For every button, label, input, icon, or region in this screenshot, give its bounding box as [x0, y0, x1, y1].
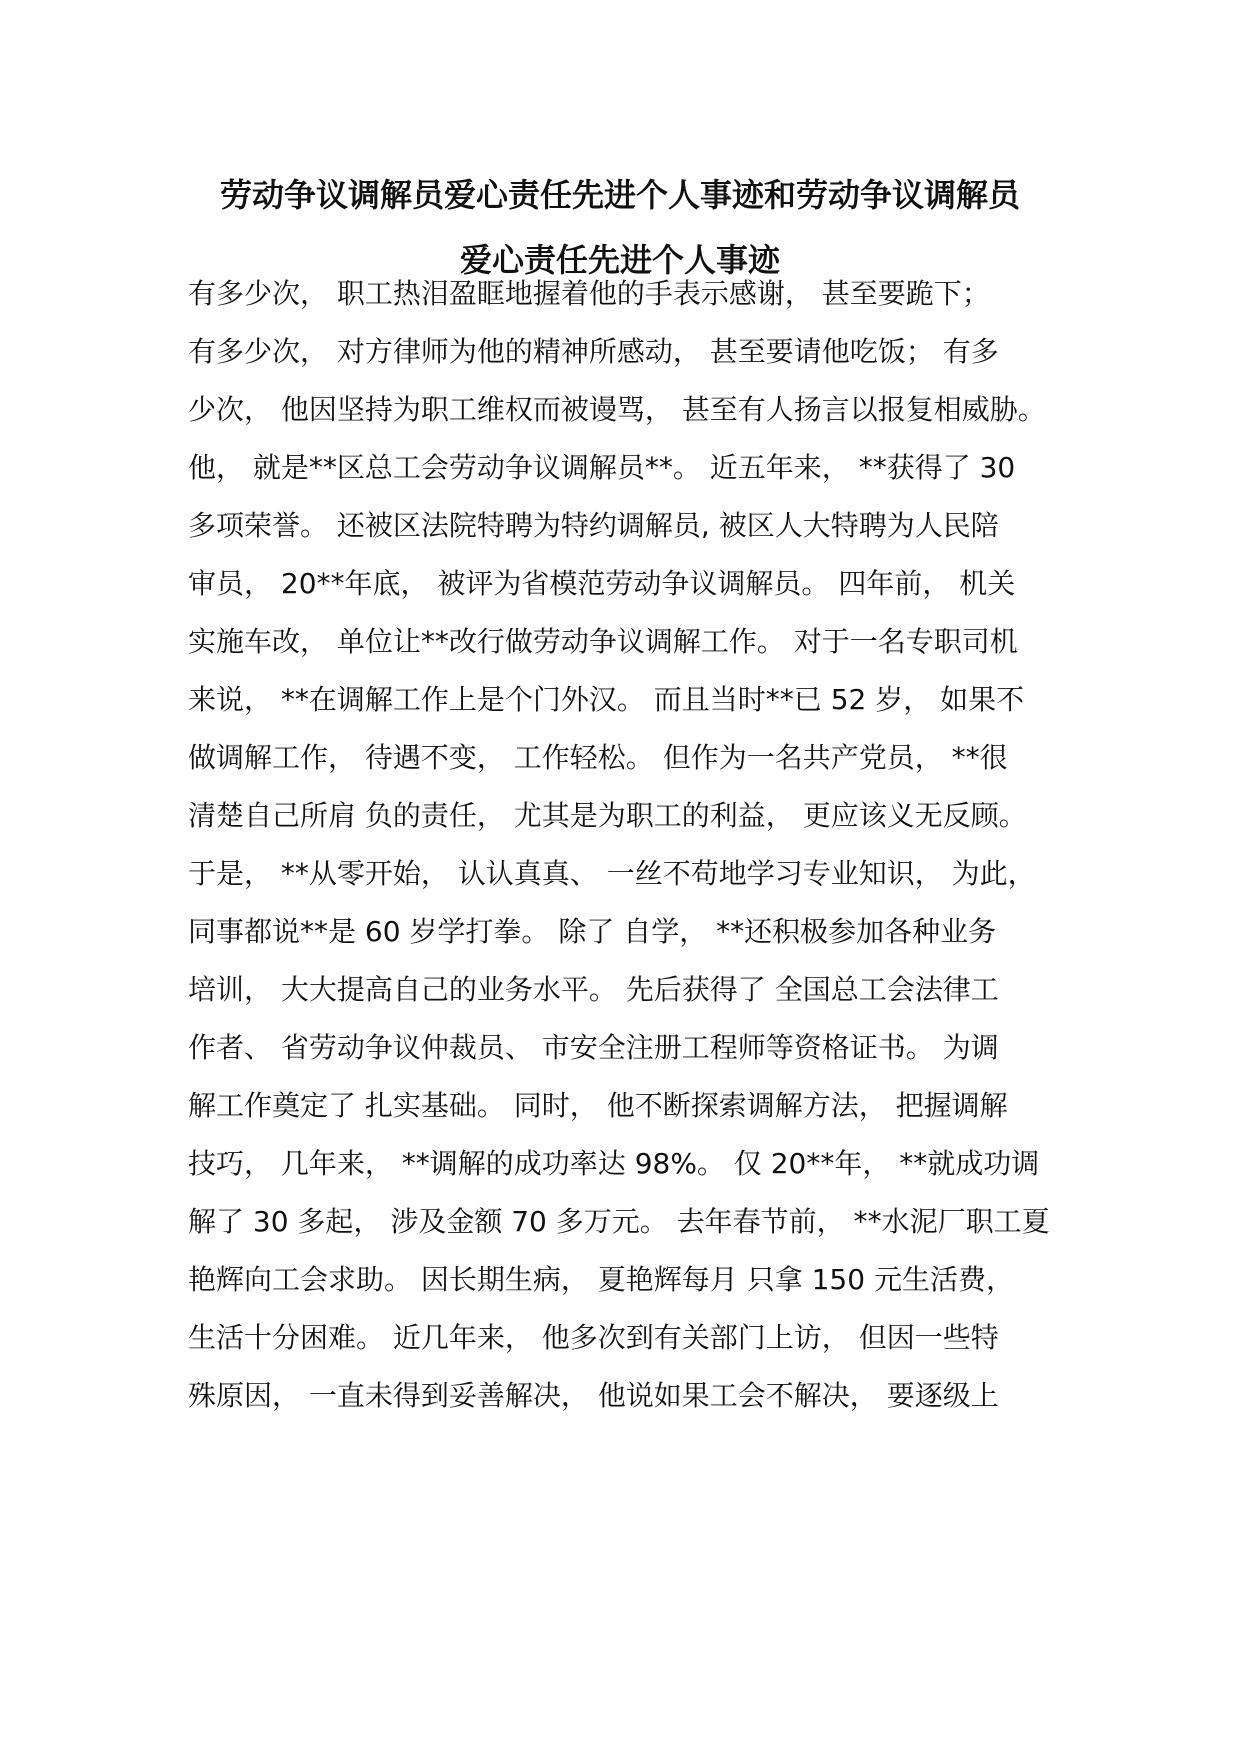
- body-text-line: 做调解工作， 待遇不变， 工作轻松。 但作为一名共产党员， **很: [188, 741, 1008, 774]
- body-text-line: 实施车改， 单位让**改行做劳动争议调解工作。 对于一名专职司机: [188, 625, 1018, 658]
- body-text-line: 殊原因， 一直未得到妥善解决， 他说如果工会不解决， 要逐级上: [188, 1379, 999, 1412]
- body-text-line: 他， 就是**区总工会劳动争议调解员**。 近五年来， **获得了 30: [188, 451, 1016, 484]
- body-text-line: 多项荣誉。 还被区法院特聘为特约调解员, 被区人大特聘为人民陪: [188, 509, 999, 542]
- body-text-line: 来说， **在调解工作上是个门外汉。 而且当时**已 52 岁， 如果不: [188, 683, 1025, 716]
- body-text-line: 有多少次， 对方律师为他的精神所感动， 甚至要请他吃饭； 有多: [188, 335, 999, 368]
- document-title-line-1: 劳动争议调解员爱心责任先进个人事迹和劳动争议调解员: [219, 176, 1020, 214]
- body-text-line: 于是， **从零开始， 认认真真、 一丝不苟地学习专业知识， 为此，: [188, 857, 1036, 890]
- body-text-line: 有多少次， 职工热泪盈眶地握着他的手表示感谢， 甚至要跪下；: [188, 277, 990, 310]
- body-text-line: 解了 30 多起， 涉及金额 70 多万元。 去年春节前， **水泥厂职工夏: [188, 1205, 1050, 1238]
- document-title-line-2: 爱心责任先进个人事迹: [459, 241, 780, 279]
- body-text-line: 同事都说**是 60 岁学打拳。 除了 自学， **还积极参加各种业务: [188, 915, 997, 948]
- body-text-line: 清楚自己所肩 负的责任， 尤其是为职工的利益， 更应该义无反顾。: [188, 799, 1027, 832]
- body-text-line: 艳辉向工会求助。 因长期生病， 夏艳辉每月 只拿 150 元生活费，: [188, 1263, 1014, 1296]
- body-text-line: 培训， 大大提高自己的业务水平。 先后获得了 全国总工会法律工: [188, 973, 999, 1006]
- body-text-line: 解工作奠定了 扎实基础。 同时， 他不断探索调解方法， 把握调解: [188, 1089, 1008, 1122]
- body-text-line: 少次， 他因坚持为职工维权而被谩骂， 甚至有人扬言以报复相威胁。: [188, 393, 1046, 426]
- body-text-line: 审员， 20**年底， 被评为省模范劳动争议调解员。 四年前， 机关: [188, 567, 1016, 600]
- body-text-line: 作者、 省劳动争议仲裁员、 市安全注册工程师等资格证书。 为调: [188, 1031, 999, 1064]
- body-text-line: 技巧， 几年来， **调解的成功率达 98%。 仅 20**年， **就成功调: [188, 1147, 1040, 1180]
- body-text-line: 生活十分困难。 近几年来， 他多次到有关部门上访， 但因一些特: [188, 1321, 999, 1354]
